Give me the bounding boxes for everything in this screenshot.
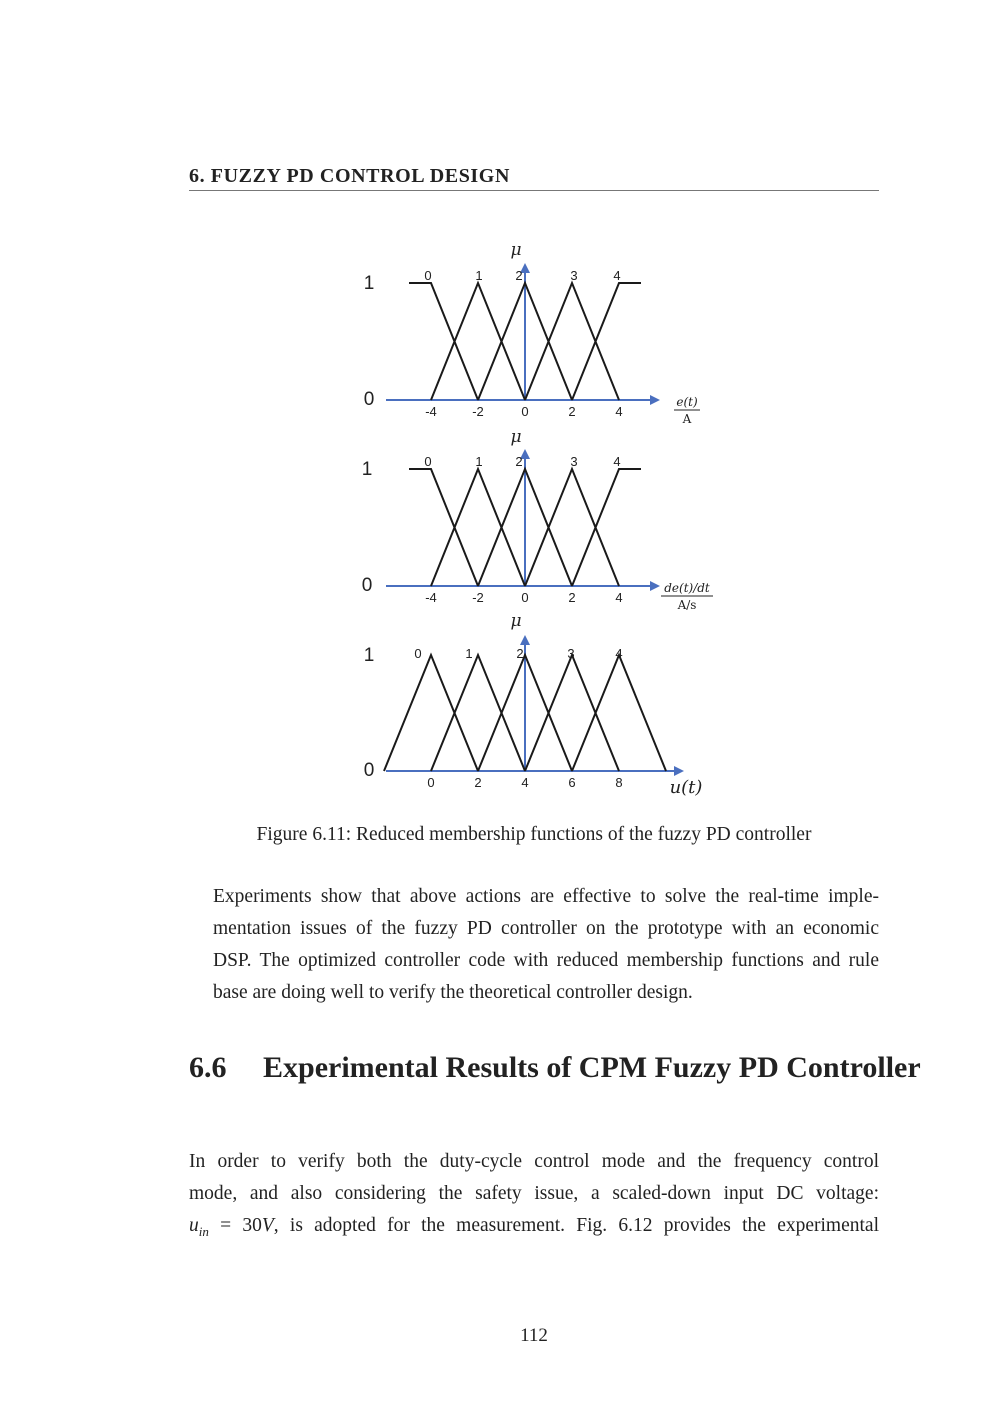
axis-label: u(t) <box>669 777 703 798</box>
math-variable: u <box>189 1215 199 1236</box>
y-tick-label: 1 <box>363 273 375 294</box>
membership-function-4 <box>572 469 641 586</box>
math-unit: V <box>261 1215 274 1236</box>
x-tick-label: 0 <box>521 404 529 419</box>
membership-function-0 <box>384 655 478 771</box>
axis-label-denominator: A <box>682 412 692 426</box>
math-equals: = 30 <box>208 1215 262 1236</box>
membership-function-3 <box>525 469 619 586</box>
paragraph-line: mentation issues of the fuzzy PD controller on the prototype with an economic <box>213 918 879 939</box>
mu-label: μ <box>510 611 522 631</box>
mf-label: 1 <box>475 454 483 469</box>
x-tick-label: -2 <box>472 590 484 605</box>
mf-label: 3 <box>570 454 578 469</box>
x-tick-label: 4 <box>521 775 529 790</box>
mf-label: 4 <box>613 454 621 469</box>
paragraph-text: , is adopted for the measurement. Fig. 6.12 provides the experimental <box>273 1215 879 1236</box>
mu-label: μ <box>510 427 522 447</box>
section-number: 6.6 <box>189 1051 227 1084</box>
paragraph-verification <box>189 1146 879 1242</box>
x-tick-label: 0 <box>427 775 435 790</box>
mf-label: 1 <box>465 646 473 661</box>
paragraph-line: base are doing well to verify the theoretical controller design. <box>213 982 693 1003</box>
membership-function-0 <box>409 469 478 586</box>
membership-function-3 <box>525 283 619 400</box>
y-tick-label: 1 <box>363 645 375 666</box>
y-tick-label: 0 <box>361 575 373 596</box>
mf-label: 3 <box>570 268 578 283</box>
paragraph-line: mode, and also considering the safety issue, a scaled-down input DC voltage: <box>189 1183 879 1204</box>
mf-label: 0 <box>414 646 422 661</box>
mu-label: μ <box>510 240 522 260</box>
paragraph-line: Experiments show that above actions are effective to solve the real-time imple- <box>213 886 879 907</box>
x-tick-label: 6 <box>568 775 576 790</box>
y-tick-label: 1 <box>361 459 373 480</box>
membership-function-1 <box>431 283 525 400</box>
mf-label: 4 <box>615 646 623 661</box>
paragraph-line <box>189 1210 879 1242</box>
figure-caption: Figure 6.11: Reduced membership functions of the fuzzy PD controller <box>256 824 812 845</box>
axis-label-numerator: e(t) <box>676 395 698 409</box>
mf-label: 2 <box>515 268 523 283</box>
math-subscript: in <box>198 1223 209 1239</box>
x-tick-label: 4 <box>615 404 623 419</box>
x-tick-label: 8 <box>615 775 623 790</box>
x-tick-label: 2 <box>568 590 576 605</box>
mf-label: 1 <box>475 268 483 283</box>
mf-label: 2 <box>515 454 523 469</box>
x-tick-label: -4 <box>425 590 437 605</box>
mf-label: 0 <box>424 454 432 469</box>
x-tick-label: 2 <box>568 404 576 419</box>
mf-label: 0 <box>424 268 432 283</box>
x-tick-label: 2 <box>474 775 482 790</box>
paragraph-line: In order to verify both the duty-cycle control mode and the frequency control <box>189 1151 879 1172</box>
running-title: 6. FUZZY PD CONTROL DESIGN <box>189 165 879 191</box>
mf-label: 4 <box>613 268 621 283</box>
axis-label-numerator: de(t)/dt <box>664 581 710 595</box>
y-tick-label: 0 <box>363 760 375 781</box>
axis-label-denominator: A/s <box>677 598 697 612</box>
membership-function-1 <box>431 469 525 586</box>
mf-label: 3 <box>567 646 575 661</box>
membership-function-4 <box>572 283 641 400</box>
x-tick-label: -4 <box>425 404 437 419</box>
mf-label: 2 <box>516 646 524 661</box>
x-tick-label: 0 <box>521 590 529 605</box>
x-tick-label: 4 <box>615 590 623 605</box>
paragraph-experiments <box>189 881 879 1009</box>
paragraph-line: DSP. The optimized controller code with reduced membership functions and rule <box>213 950 879 971</box>
section-title: Experimental Results of CPM Fuzzy PD Controller <box>263 1051 921 1084</box>
membership-function-3 <box>525 655 619 771</box>
membership-function-4 <box>572 655 666 771</box>
membership-function-0 <box>409 283 478 400</box>
membership-function-1 <box>431 655 525 771</box>
y-tick-label: 0 <box>363 389 375 410</box>
x-tick-label: -2 <box>472 404 484 419</box>
page-number: 112 <box>520 1325 548 1346</box>
